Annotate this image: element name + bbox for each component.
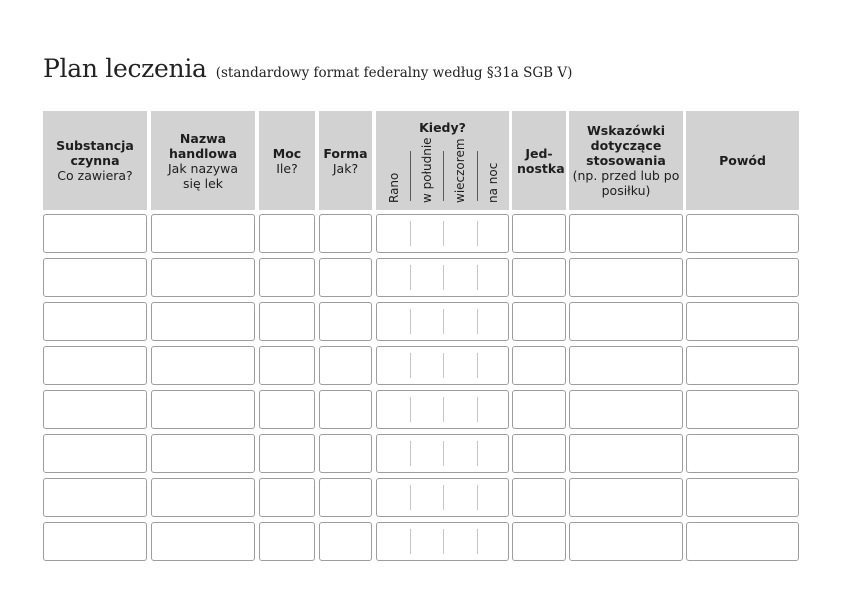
- cell-moc[interactable]: [259, 434, 315, 473]
- cell-kiedy[interactable]: [376, 214, 509, 253]
- time-separator: [443, 265, 444, 290]
- cell-kiedy[interactable]: [376, 390, 509, 429]
- cell-powod[interactable]: [686, 390, 799, 429]
- cell-kiedy[interactable]: [376, 346, 509, 385]
- cell-moc[interactable]: [259, 478, 315, 517]
- header-moc-label: Moc: [272, 145, 302, 161]
- cell-wskazowki[interactable]: [569, 478, 683, 517]
- cell-powod[interactable]: [686, 434, 799, 473]
- time-separator: [410, 397, 411, 422]
- cell-kiedy[interactable]: [376, 258, 509, 297]
- cell-substancja[interactable]: [43, 214, 147, 253]
- cell-nazwa[interactable]: [151, 478, 255, 517]
- cell-nazwa[interactable]: [151, 258, 255, 297]
- cell-powod[interactable]: [686, 478, 799, 517]
- time-separator: [410, 265, 411, 290]
- header-forma-label: Forma: [323, 145, 368, 161]
- cell-substancja[interactable]: [43, 346, 147, 385]
- cell-moc[interactable]: [259, 214, 315, 253]
- header-nazwa: [151, 111, 255, 210]
- cell-jednostka[interactable]: [512, 522, 566, 561]
- kiedy-divider: [443, 151, 444, 201]
- time-separator: [477, 397, 478, 422]
- cell-jednostka[interactable]: [512, 346, 566, 385]
- cell-forma[interactable]: [319, 434, 372, 473]
- cell-jednostka[interactable]: [512, 214, 566, 253]
- header-wskazowki: [569, 111, 683, 210]
- time-separator: [443, 309, 444, 334]
- time-separator: [477, 441, 478, 466]
- cell-powod[interactable]: [686, 302, 799, 341]
- cell-jednostka[interactable]: [512, 434, 566, 473]
- time-separator: [410, 441, 411, 466]
- time-separator: [443, 529, 444, 554]
- header-time-morning: Rano: [387, 172, 401, 203]
- cell-moc[interactable]: [259, 390, 315, 429]
- header-forma: [319, 111, 372, 210]
- cell-kiedy[interactable]: [376, 522, 509, 561]
- time-separator: [410, 485, 411, 510]
- cell-forma[interactable]: [319, 522, 372, 561]
- cell-wskazowki[interactable]: [569, 302, 683, 341]
- cell-wskazowki[interactable]: [569, 214, 683, 253]
- header-nazwa-sub: Jak nazywa się lek: [168, 160, 238, 191]
- cell-nazwa[interactable]: [151, 434, 255, 473]
- cell-nazwa[interactable]: [151, 302, 255, 341]
- cell-wskazowki[interactable]: [569, 258, 683, 297]
- cell-jednostka[interactable]: [512, 390, 566, 429]
- time-separator: [477, 265, 478, 290]
- cell-wskazowki[interactable]: [569, 434, 683, 473]
- cell-forma[interactable]: [319, 258, 372, 297]
- header-substancja-label: Substancja czynna: [56, 138, 134, 168]
- header-substancja: [43, 111, 147, 210]
- cell-wskazowki[interactable]: [569, 346, 683, 385]
- time-separator: [477, 309, 478, 334]
- cell-moc[interactable]: [259, 302, 315, 341]
- time-separator: [410, 353, 411, 378]
- cell-forma[interactable]: [319, 302, 372, 341]
- cell-nazwa[interactable]: [151, 214, 255, 253]
- cell-moc[interactable]: [259, 522, 315, 561]
- time-separator: [443, 353, 444, 378]
- time-separator: [443, 441, 444, 466]
- cell-forma[interactable]: [319, 390, 372, 429]
- cell-jednostka[interactable]: [512, 302, 566, 341]
- header-wskazowki-label: Wskazówki dotyczące stosowania: [586, 123, 666, 168]
- header-kiedy-title: Kiedy?: [419, 120, 466, 135]
- time-separator: [443, 485, 444, 510]
- cell-forma[interactable]: [319, 346, 372, 385]
- cell-moc[interactable]: [259, 346, 315, 385]
- cell-nazwa[interactable]: [151, 346, 255, 385]
- cell-jednostka[interactable]: [512, 478, 566, 517]
- cell-forma[interactable]: [319, 478, 372, 517]
- cell-powod[interactable]: [686, 258, 799, 297]
- header-time-night: na noc: [486, 162, 500, 203]
- header-powod: [686, 111, 799, 210]
- cell-substancja[interactable]: [43, 302, 147, 341]
- cell-moc[interactable]: [259, 258, 315, 297]
- time-separator: [443, 397, 444, 422]
- time-separator: [443, 221, 444, 246]
- header-kiedy: [376, 111, 509, 210]
- kiedy-divider: [477, 151, 478, 201]
- header-wskazowki-sub: (np. przed lub po posiłku): [572, 168, 680, 198]
- cell-powod[interactable]: [686, 346, 799, 385]
- cell-substancja[interactable]: [43, 522, 147, 561]
- header-nazwa-label: Nazwa handlowa: [168, 130, 238, 161]
- time-separator: [477, 485, 478, 510]
- time-separator: [410, 221, 411, 246]
- cell-substancja[interactable]: [43, 390, 147, 429]
- header-substancja-sub: Co zawiera?: [57, 168, 133, 183]
- cell-jednostka[interactable]: [512, 258, 566, 297]
- page-subtitle: (standardowy format federalny według §31a SGB V): [215, 65, 573, 81]
- cell-nazwa[interactable]: [151, 390, 255, 429]
- cell-substancja[interactable]: [43, 258, 147, 297]
- header-time-evening: wieczorem: [453, 138, 467, 203]
- cell-kiedy[interactable]: [376, 478, 509, 517]
- header-jednostka: [512, 111, 566, 210]
- time-separator: [477, 529, 478, 554]
- cell-wskazowki[interactable]: [569, 390, 683, 429]
- header-moc: [259, 111, 315, 210]
- header-forma-sub: Jak?: [332, 160, 359, 176]
- cell-substancja[interactable]: [43, 478, 147, 517]
- cell-wskazowki[interactable]: [569, 522, 683, 561]
- time-separator: [477, 221, 478, 246]
- page-title-row: [43, 54, 572, 83]
- kiedy-divider: [410, 151, 411, 201]
- cell-forma[interactable]: [319, 214, 372, 253]
- time-separator: [477, 353, 478, 378]
- cell-powod[interactable]: [686, 522, 799, 561]
- time-separator: [410, 529, 411, 554]
- header-time-noon: w południe: [420, 137, 434, 203]
- cell-powod[interactable]: [686, 214, 799, 253]
- cell-substancja[interactable]: [43, 434, 147, 473]
- header-powod-label: Powód: [719, 153, 766, 168]
- header-moc-sub: Ile?: [276, 160, 298, 176]
- cell-nazwa[interactable]: [151, 522, 255, 561]
- header-jednostka-label: Jed-nostka: [517, 145, 565, 176]
- cell-kiedy[interactable]: [376, 302, 509, 341]
- cell-kiedy[interactable]: [376, 434, 509, 473]
- page-title: Plan leczenia: [43, 54, 207, 83]
- time-separator: [410, 309, 411, 334]
